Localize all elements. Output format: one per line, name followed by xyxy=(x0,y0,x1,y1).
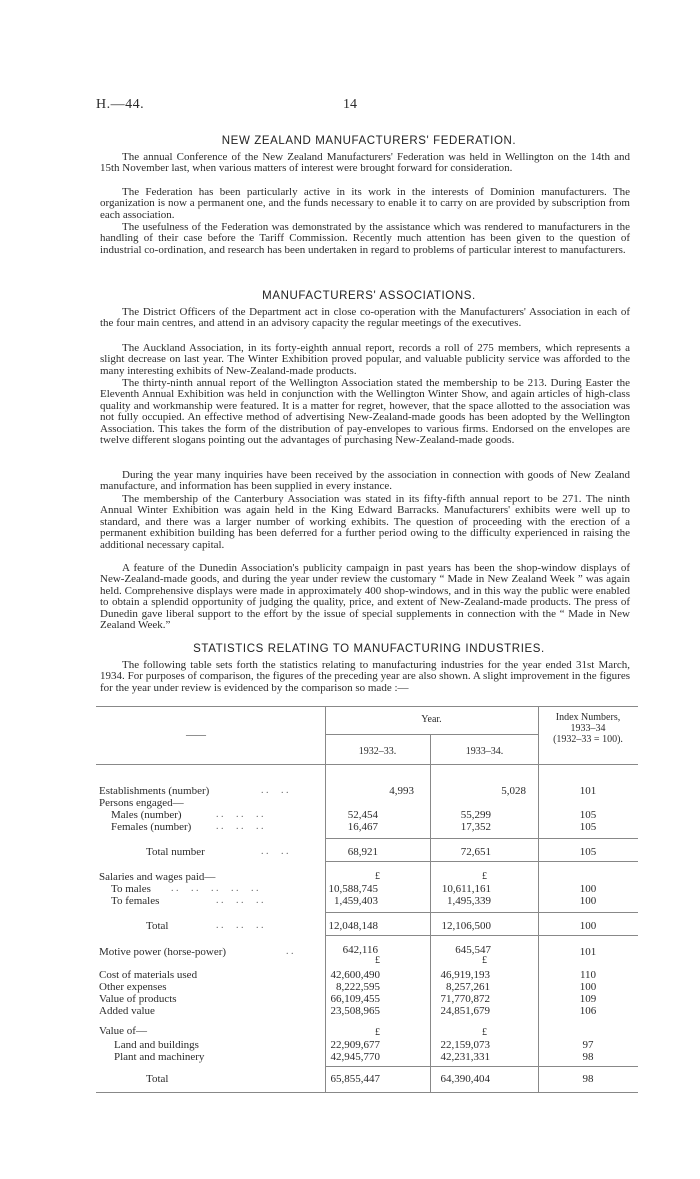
section-heading-associations: MANUFACTURERS' ASSOCIATIONS. xyxy=(262,290,476,302)
index-header-line1: Index Numbers, xyxy=(555,712,621,723)
row-label: Males (number) xyxy=(111,809,182,821)
leader-dots: . . . . xyxy=(261,785,289,796)
index-header-line2: 1933–34 xyxy=(570,723,606,734)
index-value: 100 xyxy=(579,883,597,895)
row-label: Added value xyxy=(99,1005,155,1017)
index-value: 106 xyxy=(579,1005,597,1017)
value-1932-33: 52,454 xyxy=(347,809,378,821)
row-label: Land and buildings xyxy=(114,1039,199,1051)
index-value: 105 xyxy=(579,846,597,858)
index-value: 97 xyxy=(582,1039,594,1051)
value-1932-33: 65,855,447 xyxy=(330,1073,380,1085)
pound-sign: £ xyxy=(482,955,487,966)
paragraph: The Auckland Association, in its forty-eighth annual report, records a roll of 275 members, which represents a slight decrease on last year. The Winter Exhibition proved popular, and valuable publicity service was afforded to the many interesting exhibits of New-Zealand-made products. xyxy=(100,342,630,377)
row-label: Other expenses xyxy=(99,981,167,993)
index-value: 101 xyxy=(579,946,597,958)
value-1933-34: 22,159,073 xyxy=(440,1039,490,1051)
value-1932-33: 42,945,770 xyxy=(330,1051,380,1063)
value-1933-34: 1,495,339 xyxy=(447,895,491,907)
row-label-total: Total number xyxy=(146,846,205,858)
value-1933-34: 24,851,679 xyxy=(440,1005,490,1017)
leader-dots: . . . . . . xyxy=(216,920,264,931)
document-reference: H.—44. xyxy=(96,97,145,112)
row-label-total: Total xyxy=(146,1073,169,1085)
table-column-rule xyxy=(538,962,539,1092)
pound-sign: £ xyxy=(375,871,380,882)
index-value: 98 xyxy=(582,1073,594,1085)
index-value: 105 xyxy=(579,821,597,833)
leader-dots: . . . . . . xyxy=(216,821,264,832)
pound-sign: £ xyxy=(375,1027,380,1038)
page-number: 14 xyxy=(343,97,357,112)
year-header: Year. xyxy=(421,714,442,725)
paragraph: A feature of the Dunedin Association's publicity campaign in past years has been the shop-window displays of New-Zealand-made goods, and during the year under review the customary “ Made in New Zealand Week ” was again held. Comprehensive displays were made in approximately 400 shop-windows, and in this way the public were enabled to obtain a splendid opportunity of judging the quality, price, and extent of New-Zealand-made products. The press of Dunedin gave liberal support to the effort by the issue of special supplements in connection with the “ Made in New Zealand Week.” xyxy=(100,562,630,632)
value-1933-34: 10,611,161 xyxy=(441,883,491,895)
value-1932-33: 66,109,455 xyxy=(330,993,380,1005)
row-label: Persons engaged— xyxy=(99,797,184,809)
value-1933-34: 71,770,872 xyxy=(440,993,490,1005)
section-heading-statistics: STATISTICS RELATING TO MANUFACTURING INDUSTRIES. xyxy=(193,643,545,655)
paragraph: The membership of the Canterbury Association was stated in its fifty-fifth annual report to be 271. The ninth Annual Winter Exhibition was again held in the King Edward Barracks. Manufacturers' exhibits were well up to standard, and there was a larger number of working exhibits. The question of proceeding with the erection of a permanent exhibition building has been deferred for a further period owing to the difficulty experienced in raising the additional necessary capital. xyxy=(100,493,630,551)
value-1932-33: 68,921 xyxy=(347,846,378,858)
value-1933-34: 5,028 xyxy=(501,785,526,797)
leader-dots: . . xyxy=(286,946,294,957)
value-1933-34: 72,651 xyxy=(460,846,491,858)
row-label: Motive power (horse-power) xyxy=(99,946,227,958)
index-value: 100 xyxy=(579,981,597,993)
table-column-rule xyxy=(430,962,431,1092)
row-label: Plant and machinery xyxy=(114,1051,205,1063)
row-label: Females (number) xyxy=(111,821,192,833)
pound-sign: £ xyxy=(482,1027,487,1038)
value-1933-34: 12,106,500 xyxy=(441,920,491,932)
leader-dots: . . . . . . . . . . xyxy=(171,883,259,894)
leader-dots: . . . . xyxy=(261,846,289,857)
value-1933-34: 8,257,261 xyxy=(446,981,490,993)
index-header-line3: (1932–33 = 100). xyxy=(553,734,623,745)
row-label: Establishments (number) xyxy=(99,785,210,797)
row-label: To males xyxy=(111,883,151,895)
value-1932-33: 8,222,595 xyxy=(336,981,380,993)
index-value: 98 xyxy=(582,1051,594,1063)
table-rule xyxy=(96,1092,638,1093)
value-1933-34: 46,919,193 xyxy=(440,969,490,981)
leader-dots: . . . . . . xyxy=(216,895,264,906)
value-1932-33: 42,600,490 xyxy=(330,969,380,981)
pound-sign: £ xyxy=(482,871,487,882)
value-1932-33: 12,048,148 xyxy=(328,920,378,932)
value-1932-33: 642,116 xyxy=(342,944,378,956)
row-label: Value of— xyxy=(99,1025,147,1037)
value-1933-34: 42,231,331 xyxy=(440,1051,490,1063)
value-1932-33: 23,508,965 xyxy=(330,1005,380,1017)
value-1933-34: 645,547 xyxy=(455,944,491,956)
row-label: Value of products xyxy=(99,993,177,1005)
index-value: 109 xyxy=(579,993,597,1005)
col-header-1932-33: 1932–33. xyxy=(358,746,397,757)
index-value: 100 xyxy=(579,895,597,907)
row-label: Cost of materials used xyxy=(99,969,198,981)
paragraph: The usefulness of the Federation was demonstrated by the assistance which was rendered to manufacturers in the handling of their case before the Tariff Commission. Recently much attention has been given to the question of industrial co-ordination, and research has been undertaken in regard to problems of particular interest to manufacturers. xyxy=(100,221,630,256)
paragraph: During the year many inquiries have been received by the association in connection with goods of New Zealand manufacture, and information has been supplied in every instance. xyxy=(100,469,630,493)
paragraph: The annual Conference of the New Zealand Manufacturers' Federation was held in Wellington on the 14th and 15th November last, when various matters of interest were brought forward for consideration. xyxy=(100,151,630,175)
row-label: Salaries and wages paid— xyxy=(99,871,216,883)
index-value: 105 xyxy=(579,809,597,821)
section-heading-federation: NEW ZEALAND MANUFACTURERS' FEDERATION. xyxy=(221,135,517,147)
index-value: 110 xyxy=(579,969,597,981)
table-rule xyxy=(325,1066,638,1067)
value-1932-33: 16,467 xyxy=(347,821,378,833)
value-1932-33: 4,993 xyxy=(389,785,414,797)
paragraph: The Federation has been particularly active in its work in the interests of Dominion manufacturers. The organization is now a permanent one, and the funds necessary to enable it to carry on are provided by subscription from each association. xyxy=(100,186,630,221)
stub-header: —— xyxy=(186,730,206,741)
table-column-rule xyxy=(325,962,326,1092)
paragraph: The following table sets forth the statistics relating to manufacturing industries for the year ended 31st March, 1934. For purposes of comparison, the figures of the preceding year are also shown. A slight improvement in the figures for the year under review is evidenced by the comparison so made :— xyxy=(100,659,630,694)
row-label: To females xyxy=(111,895,160,907)
row-label-total: Total xyxy=(146,920,169,932)
value-1933-34: 64,390,404 xyxy=(440,1073,490,1085)
value-1932-33: 1,459,403 xyxy=(334,895,378,907)
col-header-1933-34: 1933–34. xyxy=(465,746,504,757)
value-1932-33: 22,909,677 xyxy=(330,1039,380,1051)
paragraph: The thirty-ninth annual report of the Wellington Association stated the membership to be 213. During Easter the Eleventh Annual Exhibition was held in conjunction with the Wellington Winter Show, and again articles of high-class quality and workmanship were featured. It is a matter for regret, however, that the space allotted to the association was not fully occupied. An effective method of advertising New-Zealand-made goods has been adopted by the Wellington Association. This takes the form of the distribution of pay-envelopes to various firms. Endorsed on the envelopes are twelve different slogans pointing out the advantages of purchasing New-Zealand-made goods. xyxy=(100,377,630,447)
value-1933-34: 55,299 xyxy=(460,809,491,821)
leader-dots: . . . . . . xyxy=(216,809,264,820)
index-value: 101 xyxy=(579,785,597,797)
pound-sign: £ xyxy=(375,955,380,966)
value-1933-34: 17,352 xyxy=(460,821,491,833)
index-value: 100 xyxy=(579,920,597,932)
paragraph: The District Officers of the Department act in close co-operation with the Manufacturers' Association in each of the four main centres, and attend in an advisory capacity the regular meetings of the executives. xyxy=(100,306,630,330)
value-1932-33: 10,588,745 xyxy=(328,883,378,895)
